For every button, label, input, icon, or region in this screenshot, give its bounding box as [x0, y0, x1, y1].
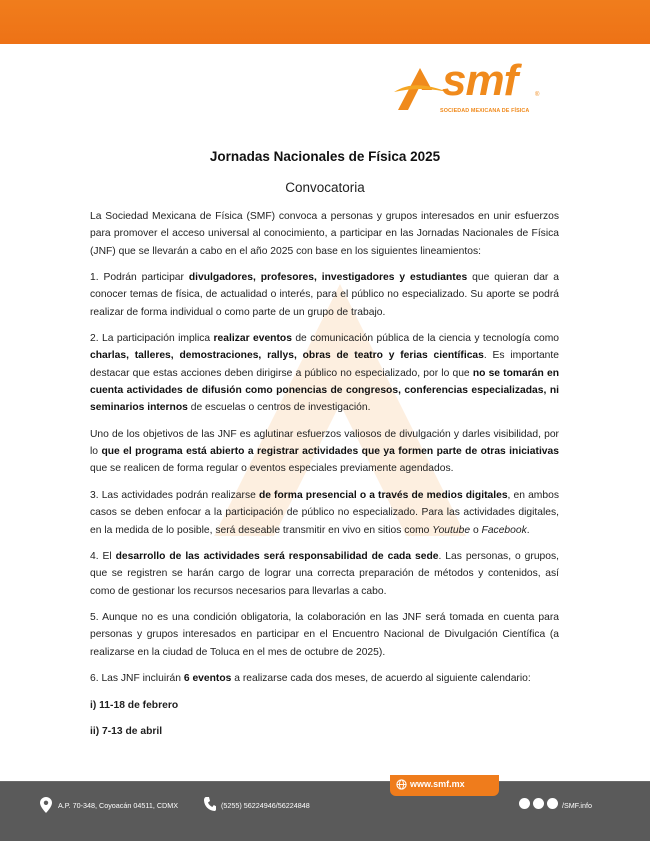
- italic-run: Facebook: [481, 524, 527, 536]
- footer-phone: [204, 795, 344, 815]
- text-run: .: [526, 524, 530, 536]
- text-run: o: [470, 524, 482, 536]
- paragraph-4: [90, 487, 559, 539]
- paragraph-2: [90, 330, 559, 416]
- footer-divider: [0, 781, 650, 782]
- address-text: A.P. 70-348, Coyoacán 04511, CDMX: [58, 801, 178, 810]
- logo-registered-mark: ®: [535, 92, 540, 98]
- document-body: [90, 208, 559, 749]
- bold-run: que el programa está abierto a registrar actividades que ya formen parte de otras iniciativas: [101, 446, 559, 458]
- bold-run: charlas, talleres, demostraciones, rallys, obras de teatro y ferias científicas: [90, 350, 484, 362]
- text-run: , en ambos casos se deben enfocar a la participación de público no especializado. Para las actividades digitales, en la medida de lo posible, será deseable transmitir en vivo en sitios como: [90, 489, 559, 536]
- phone-icon: [204, 797, 216, 811]
- bold-run: de forma presencial o a través de medios digitales: [258, 489, 508, 501]
- intro-paragraph: La Sociedad Mexicana de Física (SMF) convoca a personas y grupos interesados en unir esfuerzos para promover el acceso universal al conocimiento, a participar en las Jornadas Nacionales de Física (JNF) que se llevarán a cabo en el año 2025 con base en los siguientes lineamientos:: [90, 211, 559, 257]
- text-run: 1. Podrán participar: [90, 272, 189, 284]
- logo-wordmark: smf: [442, 56, 518, 105]
- bold-run: no se tomarán en cuenta actividades de difusión como ponencias de congresos, conferencias especializadas, ni seminarios internos: [90, 367, 559, 414]
- text-run: 3. Las actividades podrán realizarse: [90, 489, 259, 501]
- calendar-date-1: i) 11-18 de febrero: [90, 699, 179, 711]
- text-run: 6. Las JNF incluirán: [90, 673, 184, 685]
- social-handle[interactable]: /SMF.info: [562, 801, 592, 810]
- bold-run: 6 eventos: [183, 673, 232, 685]
- footer-address: [40, 795, 200, 815]
- globe-icon: [396, 779, 407, 790]
- paragraph-3: [90, 426, 559, 478]
- bold-run: divulgadores, profesores, investigadores y estudiantes: [188, 272, 468, 284]
- text-run: de comunicación pública de la ciencia y tecnología como: [291, 333, 559, 345]
- document-title: Jornadas Nacionales de Física 2025: [209, 149, 441, 164]
- paragraph-5: [90, 548, 559, 600]
- text-run: . Las personas, o grupos, que se registren se harán cargo de lograr una correcta preparación de métodos y contenidos, así como de gestionar los recursos necesarios para llevarlas a cabo.: [90, 550, 560, 597]
- text-run: 2. La participación implica: [90, 333, 214, 345]
- text-run: Uno de los objetivos de las JNF es aglutinar esfuerzos valiosos de divulgación y darles visibilidad, por lo: [90, 428, 559, 458]
- text-run: de escuelas o centros de investigación.: [187, 402, 371, 414]
- footer-social: [519, 795, 619, 815]
- italic-run: Youtube: [432, 524, 471, 536]
- bold-run: desarrollo de las actividades será responsabilidad de cada sede: [115, 550, 439, 562]
- text-run: que se realicen de forma regular o eventos especiales previamente agendados.: [90, 463, 454, 475]
- messenger-icon[interactable]: [533, 798, 544, 809]
- logo-tagline: SOCIEDAD MEXICANA DE FÍSICA: [440, 108, 530, 114]
- header-orange-band: [0, 0, 650, 44]
- text-run: que quieran dar a conocer temas de física, de actualidad o interés, para el público no especializado. Su aporte se podrá realizar de forma individual o como parte de un grupo de trabajo.: [90, 272, 559, 318]
- bold-run: realizar eventos: [213, 333, 292, 345]
- website-link[interactable]: www.smf.mx: [410, 779, 465, 789]
- phone-text: (5255) 56224946/56224848: [221, 801, 310, 810]
- facebook-icon[interactable]: [519, 798, 530, 809]
- instagram-icon[interactable]: [547, 798, 558, 809]
- website-tab[interactable]: [390, 775, 499, 796]
- paragraph-7: [90, 670, 559, 687]
- paragraph-1: [90, 269, 559, 321]
- calendar-date-2: ii) 7-13 de abril: [90, 725, 163, 737]
- smf-logo: [392, 56, 552, 122]
- text-run: a realizarse cada dos meses, de acuerdo al siguiente calendario:: [231, 673, 531, 685]
- location-pin-icon: [40, 797, 52, 813]
- text-run: 4. El: [90, 550, 116, 562]
- paragraph-6: 5. Aunque no es una condición obligatoria, la colaboración en las JNF será tomada en cuenta para personas y grupos interesados en participar en el Encuentro Nacional de Divulgación Científica (a realizarse en la ciudad de Toluca en el mes de octubre de 2025).: [90, 612, 559, 658]
- text-run: . Es importante destacar que estas acciones deben dirigirse a público no especializado, por lo que: [90, 350, 559, 379]
- document-subtitle: Convocatoria: [285, 180, 365, 195]
